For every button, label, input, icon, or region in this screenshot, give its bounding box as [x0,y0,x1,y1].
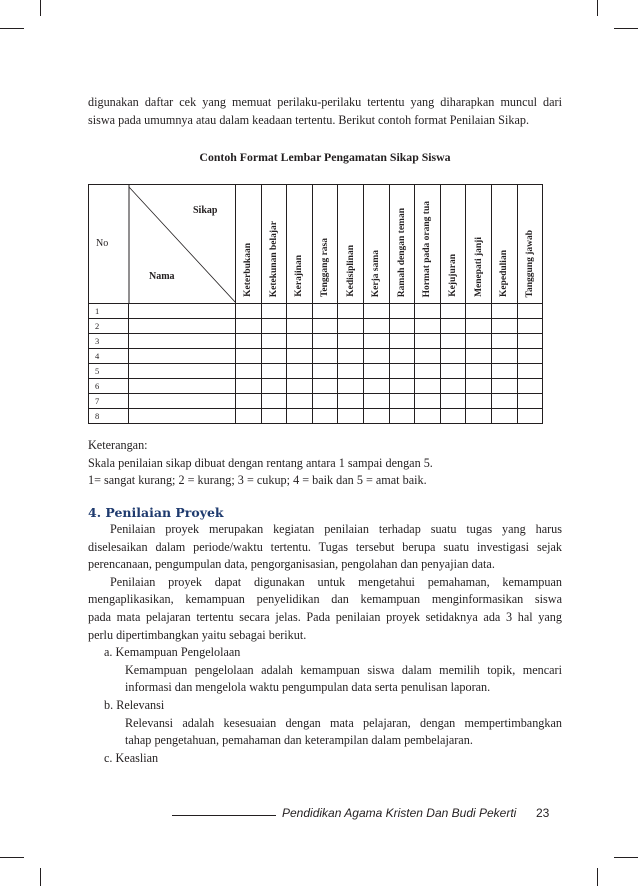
section-heading: 4. Penilaian Proyek [88,505,224,520]
score-cell [261,394,287,409]
score-cell [491,394,517,409]
text-line: informasi dan mengelola waktu pengumpulan data serta penulisan laporan. [125,680,491,695]
score-cell [236,364,262,379]
column-header: Kejujuran [440,185,466,304]
score-cell [466,364,492,379]
score-cell [287,304,313,319]
score-cell [287,349,313,364]
score-cell [415,334,441,349]
score-cell [363,304,389,319]
table-row [89,319,543,334]
text-line: Skala penilaian sikap dibuat dengan rentang antara 1 sampai dengan 5. [88,455,433,470]
score-cell [389,319,415,334]
text-line: perencanaan, pengumpulan data, pengorganisasian, pengolahan dan penyajian data. [88,557,495,572]
score-cell [261,349,287,364]
score-cell [236,304,262,319]
list-item-title: c. Keaslian [104,750,159,765]
score-cell [517,409,543,424]
score-cell [312,319,338,334]
text-line: 1= sangat kurang; 2 = kurang; 3 = cukup; 4 = baik dan 5 = amat baik. [88,473,427,488]
score-cell [466,319,492,334]
column-header: Menepati janji [466,185,492,304]
score-cell [338,349,364,364]
score-cell [312,304,338,319]
score-cell [466,394,492,409]
score-cell [363,409,389,424]
list-item-title: a. Kemampuan Pengelolaan [104,645,241,660]
score-cell [363,334,389,349]
table-title: Contoh Format Lembar Pengamatan Sikap Siswa [199,150,451,164]
score-cell [338,334,364,349]
score-cell [440,379,466,394]
diagonal-divider [89,185,236,303]
score-cell [415,364,441,379]
name-cell [129,304,236,319]
score-cell [363,319,389,334]
score-cell [440,364,466,379]
text-line: Penilaian proyek merupakan kegiatan penilaian terhadap suatu tugas yang harus [110,522,562,536]
table-row [89,394,543,409]
score-cell [415,304,441,319]
column-header: Ketekunan belajar [261,185,287,304]
name-cell [129,379,236,394]
text-line: tahap pengetahuan, pemahaman dan keterampilan dalam pembelajaran. [125,733,473,748]
name-cell [129,334,236,349]
score-cell [466,334,492,349]
sikap-table [88,184,543,424]
score-cell [491,409,517,424]
intro-paragraph [88,94,562,129]
table-header-row [89,185,543,304]
footer-rule [172,815,276,816]
keterangan-block [88,437,562,490]
score-cell [389,394,415,409]
score-cell [491,304,517,319]
row-number: 3 [89,334,129,349]
score-cell [312,394,338,409]
crop-mark [0,28,24,29]
row-number: 2 [89,319,129,334]
footer-title: Pendidikan Agama Kristen Dan Budi Pekerti [282,806,517,820]
score-cell [312,364,338,379]
text-line: mengaplikasikan, kemampuan penyelidikan dan kemampuan menginformasikan siswa [88,592,562,607]
text-line: pada mata pelajaran tertentu secara jelas. Pada penilaian proyek setidaknya ada 3 hal yang [88,609,562,624]
row-number: 8 [89,409,129,424]
row-number: 7 [89,394,129,409]
score-cell [491,379,517,394]
score-cell [440,394,466,409]
score-cell [287,379,313,394]
row-number: 5 [89,364,129,379]
score-cell [517,319,543,334]
score-cell [363,364,389,379]
score-cell [389,379,415,394]
score-cell [236,334,262,349]
score-cell [466,409,492,424]
score-cell [363,394,389,409]
score-cell [389,364,415,379]
column-header: Kedisiplinan [338,185,364,304]
text-line: Penilaian proyek dapat digunakan untuk mengetahui pemahaman, kemampuan [110,574,562,589]
name-cell [129,409,236,424]
table-row [89,409,543,424]
score-cell [287,319,313,334]
score-cell [389,409,415,424]
score-cell [517,334,543,349]
column-header: Keterbukaan [236,185,262,304]
crop-mark [614,28,638,29]
keterangan-title: Keterangan: [88,438,148,452]
score-cell [312,349,338,364]
score-cell [338,319,364,334]
score-cell [312,379,338,394]
text-line: diselesaikan dalam periode/waktu tertentu. Tugas tersebut berupa suatu investigasi sejak [88,539,562,554]
score-cell [261,319,287,334]
crop-mark [597,0,598,16]
column-header: Hormat pada orang tua [415,185,441,304]
score-cell [440,304,466,319]
score-cell [517,349,543,364]
score-cell [312,409,338,424]
score-cell [440,349,466,364]
column-header-no: No [96,238,109,249]
name-cell [129,349,236,364]
score-cell [236,319,262,334]
column-header-sikap: Sikap [193,205,218,216]
column-header: Kerajinan [287,185,313,304]
text-line: Kemampuan pengelolaan adalah kemampuan siswa dalam memilih topik, mencari [125,662,562,677]
text-line: perlu dipertimbangkan yaitu sebagai berikut. [88,627,307,642]
score-cell [261,334,287,349]
score-cell [287,394,313,409]
score-cell [363,349,389,364]
score-cell [491,349,517,364]
score-cell [261,304,287,319]
score-cell [236,349,262,364]
score-cell [440,409,466,424]
score-cell [287,364,313,379]
name-cell [129,364,236,379]
score-cell [312,334,338,349]
score-cell [236,409,262,424]
text-line: siswa pada umumnya atau dalam keadaan tertentu. Berikut contoh format Penilaian Sikap. [88,112,529,127]
score-cell [491,334,517,349]
score-cell [338,379,364,394]
crop-mark [40,868,41,886]
text-line: Relevansi adalah kesesuaian dengan mata pelajaran, dengan mempertimbangkan [125,715,562,730]
score-cell [517,304,543,319]
score-cell [491,319,517,334]
score-cell [287,409,313,424]
table-row [89,304,543,319]
page-footer [172,806,552,826]
row-number: 6 [89,379,129,394]
row-number: 1 [89,304,129,319]
score-cell [389,304,415,319]
score-cell [261,379,287,394]
score-cell [338,364,364,379]
score-cell [466,349,492,364]
column-header: Kerja sama [363,185,389,304]
crop-mark [614,857,638,858]
score-cell [415,349,441,364]
score-cell [389,349,415,364]
score-cell [389,334,415,349]
text-line: digunakan daftar cek yang memuat perilaku-perilaku tertentu yang diharapkan muncul dari [88,95,562,109]
score-cell [517,379,543,394]
crop-mark [597,868,598,886]
list-item-title: b. Relevansi [104,697,165,712]
column-header-nama: Nama [149,271,175,282]
table-row [89,349,543,364]
score-cell [517,364,543,379]
name-cell [129,394,236,409]
score-cell [440,319,466,334]
column-header: Ramah dengan teman [389,185,415,304]
score-cell [440,334,466,349]
row-number: 4 [89,349,129,364]
column-header: Tanggung jawab [517,185,543,304]
score-cell [287,334,313,349]
table-row [89,334,543,349]
score-cell [338,304,364,319]
score-cell [261,364,287,379]
column-header: Tenggang rasa [312,185,338,304]
score-cell [415,394,441,409]
table-row [89,364,543,379]
name-cell [129,319,236,334]
score-cell [236,379,262,394]
score-cell [517,394,543,409]
score-cell [236,394,262,409]
score-cell [466,304,492,319]
score-cell [491,364,517,379]
score-cell [415,409,441,424]
page-number: 23 [536,806,550,820]
score-cell [261,409,287,424]
column-header: Kepedulian [491,185,517,304]
header-corner [89,185,236,304]
score-cell [466,379,492,394]
table-row [89,379,543,394]
crop-mark [0,857,24,858]
score-cell [415,379,441,394]
score-cell [415,319,441,334]
score-cell [338,409,364,424]
section-body [88,521,562,767]
score-cell [338,394,364,409]
crop-mark [40,0,41,16]
score-cell [363,379,389,394]
